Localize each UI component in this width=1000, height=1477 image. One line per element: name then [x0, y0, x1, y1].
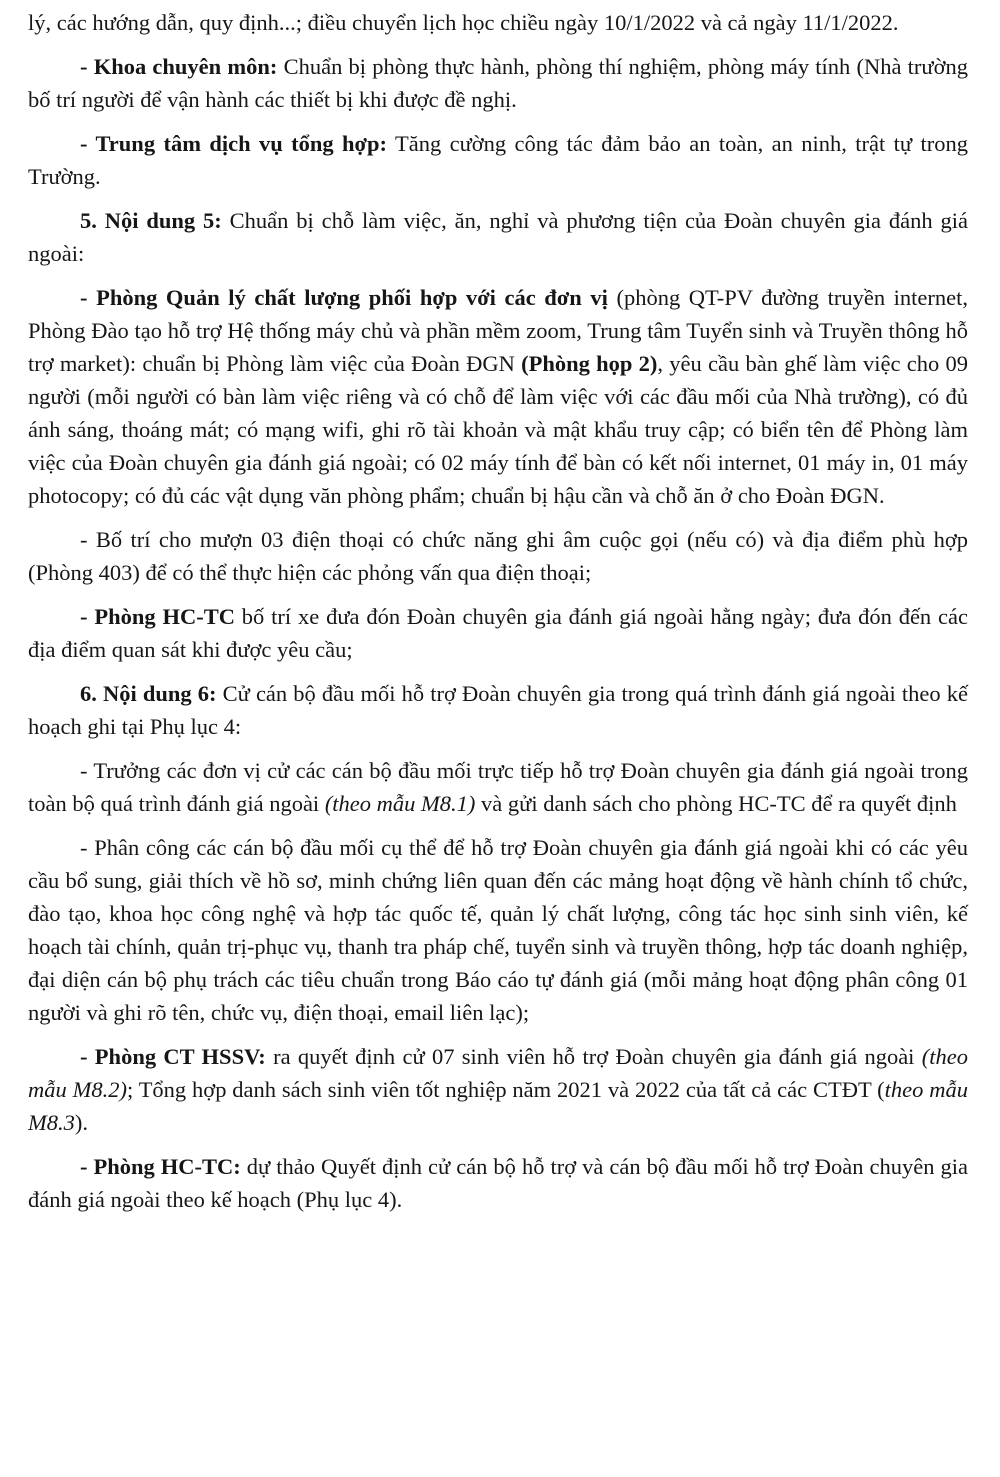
- paragraph: [28, 127, 968, 193]
- text-run: , yêu cầu bàn ghế làm việc cho 09 người (mỗi người có bàn làm việc riêng và có chỗ để làm việc với các đầu mối của Nhà trường), có đủ ánh sáng, thoáng mát; có mạng wifi, ghi rõ tài khoản và mật khẩu truy cập; có biển tên để Phòng làm việc của Đoàn chuyên gia đánh giá ngoài; có 02 máy tính để bàn có kết nối internet, 01 máy in, 01 máy photocopy; có đủ các vật dụng văn phòng phẩm; chuẩn bị hậu cần và chỗ ăn ở cho Đoàn ĐGN.: [28, 351, 968, 508]
- bold-text: - Phòng Quản lý chất lượng phối hợp với các đơn vị: [80, 285, 608, 310]
- text-run: bố trí xe đưa đón Đoàn chuyên gia đánh giá ngoài hằng ngày; đưa đón đến các địa điểm quan sát khi được yêu cầu;: [28, 604, 968, 662]
- text-run: ).: [74, 1110, 88, 1135]
- text-run: Chuẩn bị phòng thực hành, phòng thí nghiệm, phòng máy tính (Nhà trường bố trí người để vận hành các thiết bị khi được đề nghị.: [28, 54, 968, 112]
- text-run: ; Tổng hợp danh sách sinh viên tốt nghiệp năm 2021 và 2022 của tất cả các CTĐT (: [126, 1077, 885, 1102]
- text-run: dự thảo Quyết định cử cán bộ hỗ trợ và cán bộ đầu mối hỗ trợ Đoàn chuyên gia đánh giá ngoài theo kế hoạch (Phụ lục 4).: [28, 1154, 968, 1212]
- paragraph: [28, 754, 968, 820]
- paragraph: [28, 1150, 968, 1216]
- paragraph: [28, 677, 968, 743]
- text-run: - Bố trí cho mượn 03 điện thoại có chức năng ghi âm cuộc gọi (nếu có) và địa điểm phù hợp (Phòng 403) để có thể thực hiện các phỏng vấn qua điện thoại;: [28, 527, 968, 585]
- italic-text: (theo mẫu M8.1): [324, 791, 476, 816]
- text-run: - Phân công các cán bộ đầu mối cụ thể để hỗ trợ Đoàn chuyên gia đánh giá ngoài khi có các yêu cầu bổ sung, giải thích về hồ sơ, minh chứng liên quan đến các mảng hoạt động về hành chính tổ chức, đào tạo, khoa học công nghệ và hợp tác quốc tế, quản lý chất lượng, công tác học sinh sinh viên, kế hoạch tài chính, quản trị-phục vụ, thanh tra pháp chế, tuyển sinh và truyền thông, hợp tác doanh nghiệp, đại diện cán bộ phụ trách các tiêu chuẩn trong Báo cáo tự đánh giá (mỗi mảng hoạt động phân công 01 người và ghi rõ tên, chức vụ, điện thoại, email liên lạc);: [28, 835, 968, 1025]
- bold-text: 6. Nội dung 6:: [80, 681, 217, 706]
- paragraph: [28, 204, 968, 270]
- paragraph: [28, 281, 968, 512]
- bold-text: - Khoa chuyên môn:: [80, 54, 278, 79]
- bold-text: - Trung tâm dịch vụ tổng hợp:: [80, 131, 387, 156]
- text-run: Tăng cường công tác đảm bảo an toàn, an ninh, trật tự trong Trường.: [28, 131, 968, 189]
- paragraph: [28, 50, 968, 116]
- text-run: (phòng QT-PV đường truyền internet, Phòng Đào tạo hỗ trợ Hệ thống máy chủ và phần mềm zoom, Trung tâm Tuyển sinh và Truyền thông hỗ trợ market): chuẩn bị Phòng làm việc của Đoàn ĐGN: [28, 285, 969, 376]
- text-run: - Trưởng các đơn vị cử các cán bộ đầu mối trực tiếp hỗ trợ Đoàn chuyên gia đánh giá ngoài trong toàn bộ quá trình đánh giá ngoài: [28, 758, 968, 816]
- paragraph: [28, 831, 968, 1029]
- text-run: và gửi danh sách cho phòng HC-TC để ra quyết định: [475, 791, 957, 816]
- italic-text: theo mẫu M8.3: [28, 1077, 969, 1135]
- bold-text: - Phòng CT HSSV:: [80, 1044, 266, 1069]
- paragraph: [28, 523, 968, 589]
- bold-text: 5. Nội dung 5:: [80, 208, 222, 233]
- italic-text: (theo mẫu M8.2): [28, 1044, 968, 1102]
- document-page: [28, 6, 968, 1227]
- paragraph: [28, 1040, 968, 1139]
- paragraph: [28, 6, 968, 39]
- text-run: lý, các hướng dẫn, quy định...; điều chuyển lịch học chiều ngày 10/1/2022 và cả ngày 11/1/2022.: [28, 10, 899, 35]
- bold-text: - Phòng HC-TC:: [80, 1154, 241, 1179]
- text-run: Cử cán bộ đầu mối hỗ trợ Đoàn chuyên gia trong quá trình đánh giá ngoài theo kế hoạch ghi tại Phụ lục 4:: [28, 681, 968, 739]
- bold-text: - Phòng HC-TC: [80, 604, 235, 629]
- text-run: ra quyết định cử 07 sinh viên hỗ trợ Đoàn chuyên gia đánh giá ngoài: [265, 1044, 922, 1069]
- paragraph: [28, 600, 968, 666]
- bold-text: (Phòng họp 2): [521, 351, 658, 376]
- text-run: Chuẩn bị chỗ làm việc, ăn, nghỉ và phương tiện của Đoàn chuyên gia đánh giá ngoài:: [28, 208, 968, 266]
